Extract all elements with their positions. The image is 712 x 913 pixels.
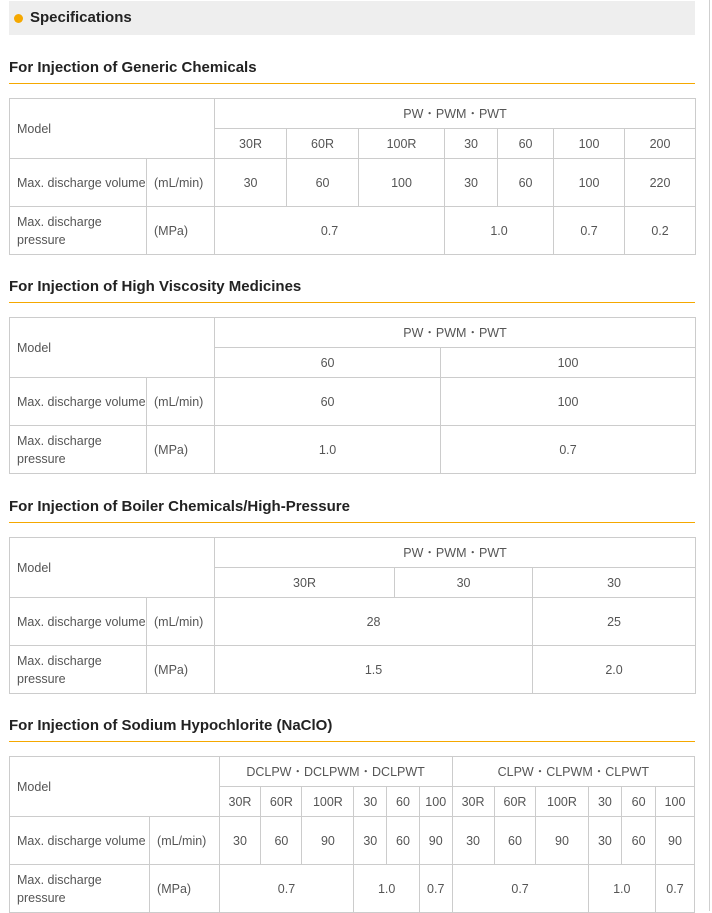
model-cell: 30 — [395, 568, 533, 598]
volume-cell: 90 — [536, 817, 588, 865]
volume-cell: 60 — [622, 817, 656, 865]
section-title-boiler-chemicals: For Injection of Boiler Chemicals/High-Pressure — [9, 498, 695, 523]
pressure-cell: 1.5 — [215, 646, 533, 694]
section-title-sodium-hypochlorite: For Injection of Sodium Hypochlorite (NaClO) — [9, 717, 695, 742]
pressure-cell: 0.7 — [452, 865, 588, 913]
series-header: CLPW・CLPWM・CLPWT — [452, 757, 694, 787]
volume-cell: 90 — [419, 817, 452, 865]
spec-table-boiler-chemicals — [9, 537, 696, 694]
spec-table-generic-chemicals — [9, 98, 696, 255]
model-cell: 30 — [588, 787, 622, 817]
pressure-cell: 0.7 — [655, 865, 694, 913]
model-label: Model — [10, 99, 215, 159]
model-cell: 60R — [287, 129, 359, 159]
model-cell: 60 — [498, 129, 554, 159]
pressure-cell: 0.7 — [554, 207, 625, 255]
volume-cell: 100 — [359, 159, 445, 207]
model-cell: 30R — [215, 568, 395, 598]
series-header: PW・PWM・PWT — [215, 538, 696, 568]
max-pressure-label: Max. discharge pressure — [10, 426, 147, 474]
table-row — [10, 757, 695, 787]
page-title: Specifications — [30, 9, 132, 26]
volume-cell: 25 — [533, 598, 696, 646]
section-title-generic-chemicals: For Injection of Generic Chemicals — [9, 59, 695, 84]
specifications-header — [9, 1, 695, 35]
unit-volume-label: (mL/min) — [147, 598, 215, 646]
table-row — [10, 378, 696, 426]
volume-cell: 60 — [261, 817, 302, 865]
model-cell: 200 — [625, 129, 696, 159]
model-cell: 100 — [554, 129, 625, 159]
model-cell: 30R — [452, 787, 494, 817]
pressure-cell: 0.7 — [419, 865, 452, 913]
model-cell: 30 — [354, 787, 387, 817]
unit-volume-label: (mL/min) — [150, 817, 220, 865]
unit-pressure-label: (MPa) — [147, 426, 215, 474]
volume-cell: 60 — [215, 378, 441, 426]
pressure-cell: 0.7 — [215, 207, 445, 255]
table-row — [10, 865, 695, 913]
volume-cell: 30 — [219, 817, 261, 865]
model-cell: 30 — [533, 568, 696, 598]
volume-cell: 220 — [625, 159, 696, 207]
table-row — [10, 538, 696, 568]
model-cell: 60 — [622, 787, 656, 817]
volume-cell: 30 — [215, 159, 287, 207]
model-cell: 30 — [445, 129, 498, 159]
model-cell: 30R — [219, 787, 261, 817]
table-row — [10, 426, 696, 474]
model-cell: 100 — [655, 787, 694, 817]
table-row — [10, 207, 696, 255]
table-row — [10, 646, 696, 694]
table-row — [10, 99, 696, 129]
volume-cell: 60 — [498, 159, 554, 207]
model-label: Model — [10, 538, 215, 598]
max-volume-label: Max. discharge volume — [10, 378, 147, 426]
bullet-dot-icon — [14, 14, 23, 23]
model-cell: 100R — [359, 129, 445, 159]
max-pressure-label: Max. discharge pressure — [10, 646, 147, 694]
unit-pressure-label: (MPa) — [150, 865, 220, 913]
volume-cell: 90 — [655, 817, 694, 865]
series-header: DCLPW・DCLPWM・DCLPWT — [219, 757, 452, 787]
volume-cell: 100 — [554, 159, 625, 207]
series-header: PW・PWM・PWT — [215, 318, 696, 348]
model-label: Model — [10, 318, 215, 378]
table-row — [10, 159, 696, 207]
series-header: PW・PWM・PWT — [215, 99, 696, 129]
max-volume-label: Max. discharge volume — [10, 817, 150, 865]
model-label: Model — [10, 757, 220, 817]
model-cell: 100 — [419, 787, 452, 817]
pressure-cell: 1.0 — [215, 426, 441, 474]
model-cell: 60 — [387, 787, 420, 817]
volume-cell: 100 — [441, 378, 696, 426]
section-title-high-viscosity: For Injection of High Viscosity Medicines — [9, 278, 695, 303]
unit-volume-label: (mL/min) — [147, 159, 215, 207]
model-cell: 30R — [215, 129, 287, 159]
volume-cell: 60 — [494, 817, 536, 865]
model-cell: 60R — [494, 787, 536, 817]
table-row — [10, 817, 695, 865]
model-cell: 60R — [261, 787, 302, 817]
model-cell: 100 — [441, 348, 696, 378]
volume-cell: 60 — [287, 159, 359, 207]
volume-cell: 60 — [387, 817, 420, 865]
spec-table-high-viscosity — [9, 317, 696, 474]
pressure-cell: 1.0 — [445, 207, 554, 255]
max-volume-label: Max. discharge volume — [10, 598, 147, 646]
scrollbar-track[interactable] — [709, 0, 710, 911]
pressure-cell: 1.0 — [588, 865, 655, 913]
unit-pressure-label: (MPa) — [147, 207, 215, 255]
pressure-cell: 2.0 — [533, 646, 696, 694]
model-cell: 100R — [536, 787, 588, 817]
unit-pressure-label: (MPa) — [147, 646, 215, 694]
pressure-cell: 1.0 — [354, 865, 419, 913]
unit-volume-label: (mL/min) — [147, 378, 215, 426]
table-row — [10, 318, 696, 348]
volume-cell: 30 — [354, 817, 387, 865]
volume-cell: 30 — [588, 817, 622, 865]
pressure-cell: 0.7 — [219, 865, 354, 913]
model-cell: 100R — [302, 787, 354, 817]
volume-cell: 30 — [445, 159, 498, 207]
table-row — [10, 598, 696, 646]
max-pressure-label: Max. discharge pressure — [10, 865, 150, 913]
volume-cell: 90 — [302, 817, 354, 865]
max-volume-label: Max. discharge volume — [10, 159, 147, 207]
volume-cell: 28 — [215, 598, 533, 646]
volume-cell: 30 — [452, 817, 494, 865]
model-cell: 60 — [215, 348, 441, 378]
pressure-cell: 0.2 — [625, 207, 696, 255]
max-pressure-label: Max. discharge pressure — [10, 207, 147, 255]
spec-table-sodium-hypochlorite — [9, 756, 695, 913]
pressure-cell: 0.7 — [441, 426, 696, 474]
